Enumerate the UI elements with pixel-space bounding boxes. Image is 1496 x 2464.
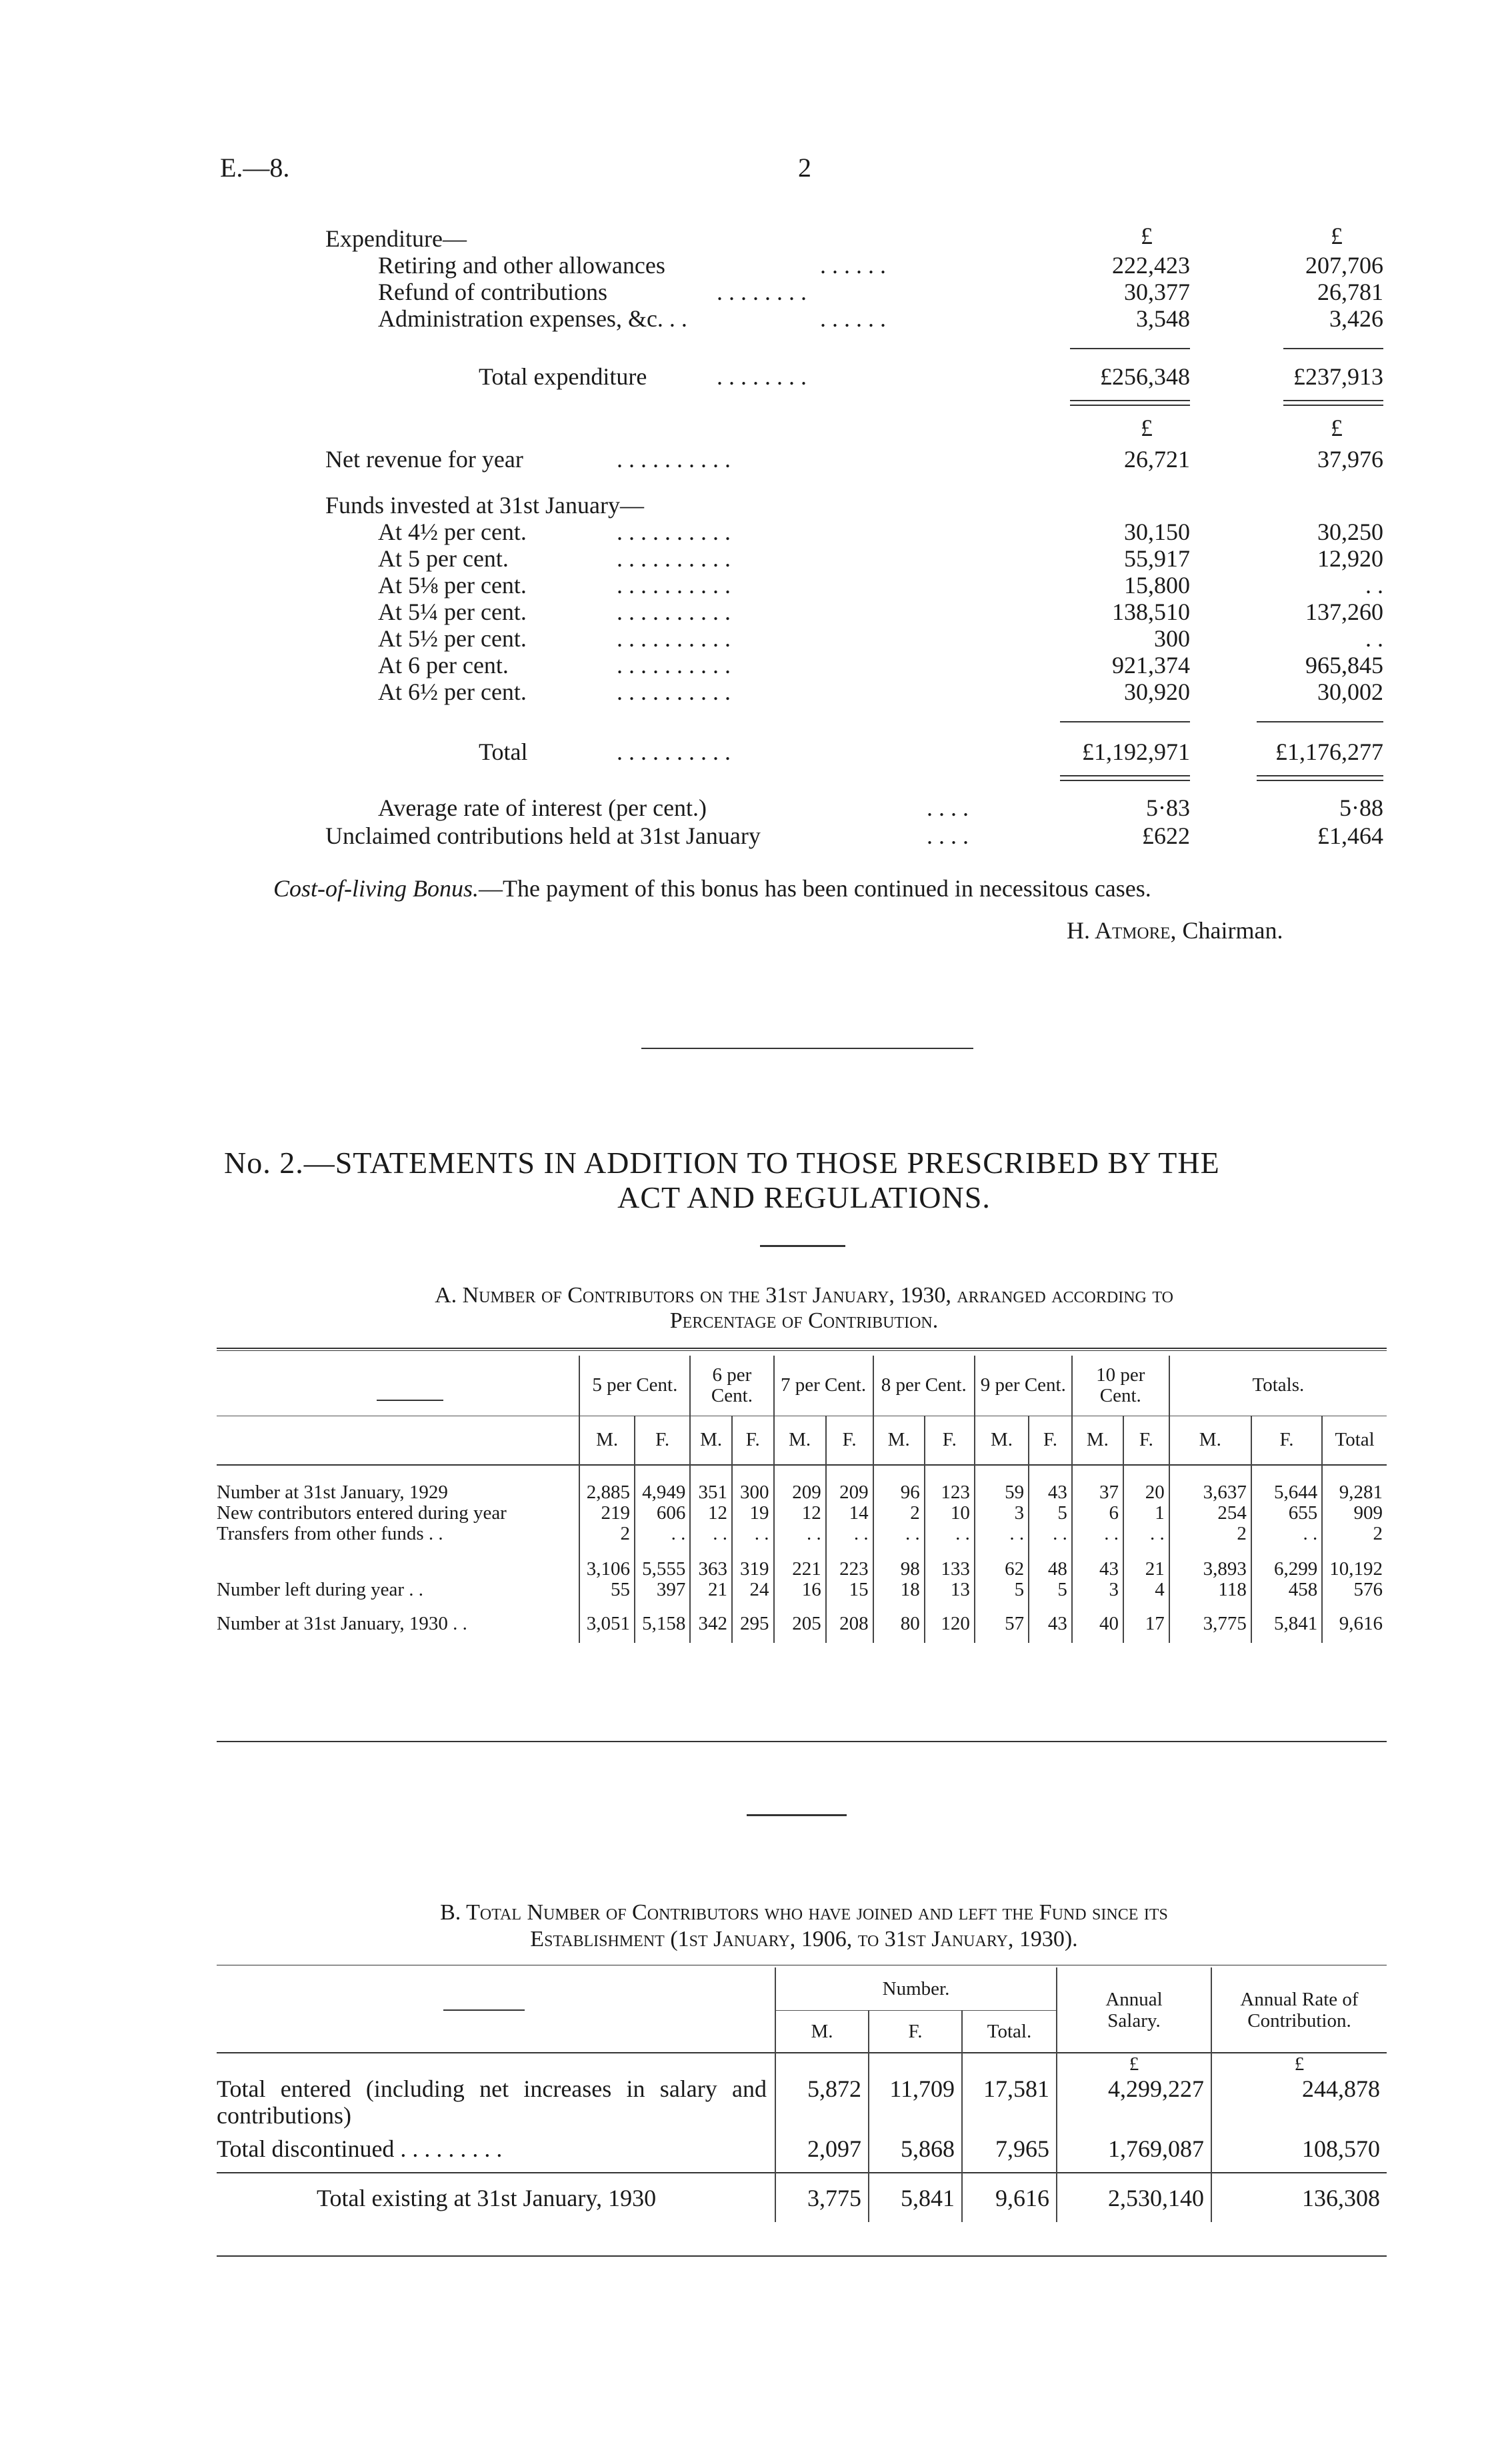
cell: 6 [1072, 1503, 1123, 1524]
cell: 5,841 [1251, 1614, 1322, 1643]
leader-dots: . . . . . . . . [717, 363, 807, 390]
total-expenditure-label: Total expenditure [479, 363, 647, 390]
cell: 2 [873, 1503, 925, 1524]
row-label: Number at 31st January, 1929 [217, 1482, 448, 1503]
column-header-m: M. [775, 2010, 869, 2053]
signatory-role: Chairman. [1182, 917, 1283, 944]
cell: 3 [1072, 1580, 1123, 1600]
fund-value-1929: . . [1365, 572, 1383, 599]
cell: 3,637 [1169, 1482, 1251, 1503]
cell: 9,616 [962, 2173, 1057, 2222]
row-label: Total discontinued . . . . . . . . . [217, 2135, 503, 2162]
table-row [217, 2173, 1387, 2222]
cell: 2,530,140 [1057, 2173, 1211, 2222]
column-header: M. [975, 1416, 1029, 1465]
section-heading-line2: ACT AND REGULATIONS. [617, 1180, 991, 1214]
table-row [217, 2075, 1387, 2129]
table-row [217, 1559, 1387, 1580]
cell: 59 [975, 1482, 1029, 1503]
cell: 4,949 [635, 1482, 690, 1503]
cell: 319 [732, 1559, 774, 1580]
cell: 13 [925, 1580, 975, 1600]
unclaimed-1930: £622 [1142, 822, 1190, 849]
interest-1929: 5·88 [1339, 794, 1383, 821]
signatory-name: H. Atmore, [1067, 917, 1177, 944]
row-label: Total existing at 31st January, 1930 [317, 2184, 657, 2211]
column-header: F. [826, 1416, 873, 1465]
cell: 43 [1029, 1614, 1072, 1643]
cell: 295 [732, 1614, 774, 1643]
table-row [217, 1524, 1387, 1544]
cell: 96 [873, 1482, 925, 1503]
cell: . . [690, 1524, 732, 1544]
cell: 17,581 [962, 2075, 1057, 2129]
cell: . . [1072, 1524, 1123, 1544]
cell: 223 [826, 1559, 873, 1580]
table-a-title-line2: Percentage of Contribution. [669, 1308, 939, 1333]
cell: . . [826, 1524, 873, 1544]
cell: 2,097 [775, 2135, 869, 2173]
cell: 40 [1072, 1614, 1123, 1643]
cell: 62 [975, 1559, 1029, 1580]
cell: 3,106 [579, 1559, 635, 1580]
column-header: M. [690, 1416, 732, 1465]
cell: 123 [925, 1482, 975, 1503]
cell: 98 [873, 1559, 925, 1580]
double-rule [1283, 400, 1383, 406]
cell: 19 [732, 1503, 774, 1524]
row-label: Total entered (including net increases in salary and contributions) [217, 2075, 767, 2129]
table-b-title-line1: B. Total Number of Contributors who have joined and left the Fund since its [440, 1900, 1168, 1925]
cell: 221 [774, 1559, 826, 1580]
fund-value-1930: 15,800 [1124, 572, 1190, 599]
number-header: Number. [775, 1967, 1057, 2010]
cell: . . [635, 1524, 690, 1544]
row-label: New contributors entered during year [217, 1502, 507, 1524]
column-header: F. [1251, 1416, 1322, 1465]
cell: 5 [1029, 1580, 1072, 1600]
table-row [217, 1614, 1387, 1643]
leader-dots: . . . . . . . . . . [617, 599, 731, 625]
bonus-paragraph [273, 875, 1151, 902]
cell: 2 [1322, 1524, 1387, 1544]
cell: 3,051 [579, 1614, 635, 1643]
table-row [217, 1580, 1387, 1600]
expenditure-value-1929: 207,706 [1305, 252, 1383, 279]
cell: . . [975, 1524, 1029, 1544]
cell: 7,965 [962, 2135, 1057, 2173]
cell: 24 [732, 1580, 774, 1600]
cell: 14 [826, 1503, 873, 1524]
fund-value-1930: 138,510 [1112, 599, 1190, 625]
expenditure-value-1930: 222,423 [1112, 252, 1190, 279]
fund-value-1930: 55,917 [1124, 545, 1190, 572]
funds-total-1929: £1,176,277 [1275, 738, 1383, 765]
fund-value-1930: 30,920 [1124, 678, 1190, 705]
cell: 342 [690, 1614, 732, 1643]
fund-rate-label: At 5¼ per cent. [378, 599, 527, 625]
column-group-header: Totals. [1169, 1356, 1387, 1416]
cell: 9,616 [1322, 1614, 1387, 1643]
currency-symbol: £ [1211, 2053, 1387, 2075]
funds-heading: Funds invested at 31st January— [325, 492, 644, 519]
cell: 5,872 [775, 2075, 869, 2129]
cell: 15 [826, 1580, 873, 1600]
currency-symbol: £ [1141, 223, 1153, 249]
funds-total-label: Total [479, 738, 528, 765]
cell: 43 [1072, 1559, 1123, 1580]
fund-rate-label: At 5⅛ per cent. [378, 572, 527, 599]
section-heading-line1: No. 2.—STATEMENTS IN ADDITION TO THOSE PRESCRIBED BY THE [224, 1146, 1220, 1180]
net-revenue-1930: 26,721 [1124, 446, 1190, 473]
fund-value-1930: 921,374 [1112, 652, 1190, 678]
leader-dots: . . . . . . [820, 252, 886, 279]
expenditure-item-label: Refund of contributions [378, 279, 607, 305]
cell: 80 [873, 1614, 925, 1643]
document-reference: E.—8. [220, 153, 290, 183]
cell: 1 [1123, 1503, 1169, 1524]
net-revenue-1929: 37,976 [1317, 446, 1383, 473]
cell: 3,893 [1169, 1559, 1251, 1580]
net-revenue-label: Net revenue for year [325, 446, 523, 473]
leader-dots: . . . . . . . . [717, 279, 807, 305]
fund-value-1929: 30,002 [1317, 678, 1383, 705]
row-label: Transfers from other funds . . [217, 1523, 443, 1544]
cell: 11,709 [869, 2075, 962, 2129]
total-expenditure-1929: £237,913 [1293, 363, 1383, 390]
table-row [217, 2135, 1387, 2173]
cell: 576 [1322, 1580, 1387, 1600]
cell: 118 [1169, 1580, 1251, 1600]
expenditure-value-1930: 3,548 [1136, 305, 1190, 332]
cell: 5,841 [869, 2173, 962, 2222]
cell: 37 [1072, 1482, 1123, 1503]
cell: 108,570 [1211, 2135, 1387, 2173]
short-divider [760, 1245, 845, 1247]
cell: 205 [774, 1614, 826, 1643]
currency-symbol: £ [1141, 415, 1153, 441]
bonus-text: —The payment of this bonus has been continued in necessitous cases. [479, 875, 1151, 902]
row-label: Number left during year . . [217, 1579, 424, 1600]
cell: 351 [690, 1482, 732, 1503]
leader-dots: . . . . [927, 822, 969, 849]
funds-total-1930: £1,192,971 [1082, 738, 1190, 765]
unclaimed-1929: £1,464 [1317, 822, 1383, 849]
column-group-header: 10 per Cent. [1072, 1356, 1169, 1416]
column-header: F. [732, 1416, 774, 1465]
page-number: 2 [798, 153, 811, 183]
double-rule [1060, 775, 1190, 781]
cell: 3 [975, 1503, 1029, 1524]
column-header: M. [774, 1416, 826, 1465]
cell: 5,555 [635, 1559, 690, 1580]
table-row [217, 1503, 1387, 1524]
cell: 3,775 [775, 2173, 869, 2222]
cell: 2,885 [579, 1482, 635, 1503]
rule [1060, 721, 1190, 722]
cell: 9,281 [1322, 1482, 1387, 1503]
table-a-grid [217, 1356, 1387, 1643]
cell: 16 [774, 1580, 826, 1600]
cell: 655 [1251, 1503, 1322, 1524]
stub-header [217, 1356, 579, 1416]
cell: . . [925, 1524, 975, 1544]
leader-dots: . . . . . . [820, 305, 886, 332]
column-group-header: 5 per Cent. [579, 1356, 690, 1416]
double-rule [1257, 775, 1383, 781]
cell: 6,299 [1251, 1559, 1322, 1580]
fund-rate-label: At 6 per cent. [378, 652, 509, 678]
cell: . . [1123, 1524, 1169, 1544]
cell: 5,868 [869, 2135, 962, 2173]
fund-rate-label: At 5½ per cent. [378, 625, 527, 652]
expenditure-heading: Expenditure— [325, 225, 467, 252]
signature [1067, 917, 1283, 944]
expenditure-value-1930: 30,377 [1124, 279, 1190, 305]
cell: 219 [579, 1503, 635, 1524]
fund-value-1929: 965,845 [1305, 652, 1383, 678]
fund-rate-label: At 6½ per cent. [378, 678, 527, 705]
interest-label: Average rate of interest (per cent.) [378, 794, 707, 821]
row-label: Number at 31st January, 1930 . . [217, 1613, 467, 1634]
cell: . . [774, 1524, 826, 1544]
cell: 20 [1123, 1482, 1169, 1503]
leader-dots: . . . . . . . . . . [617, 572, 731, 599]
cell: 909 [1322, 1503, 1387, 1524]
fund-value-1930: 30,150 [1124, 519, 1190, 545]
cell: 1,769,087 [1057, 2135, 1211, 2173]
cell: 244,878 [1211, 2075, 1387, 2129]
cell: 12 [690, 1503, 732, 1524]
column-header: F. [1029, 1416, 1072, 1465]
cell: 48 [1029, 1559, 1072, 1580]
column-header: M. [579, 1416, 635, 1465]
short-divider [747, 1814, 847, 1816]
cell: 209 [774, 1482, 826, 1503]
leader-dots: . . . . . . . . . . [617, 519, 731, 545]
table-b-grid [217, 1967, 1387, 2222]
double-rule [1070, 400, 1190, 406]
leader-dots: . . . . . . . . . . [617, 652, 731, 678]
column-header-total: Total. [962, 2010, 1057, 2053]
cell: 5,158 [635, 1614, 690, 1643]
expenditure-value-1929: 26,781 [1317, 279, 1383, 305]
cell: 5 [1029, 1503, 1072, 1524]
cell: 12 [774, 1503, 826, 1524]
fund-value-1930: 300 [1154, 625, 1190, 652]
cell: 2 [579, 1524, 635, 1544]
cell: 2 [1169, 1524, 1251, 1544]
leader-dots: . . . . [927, 794, 969, 821]
table-b-title-line2: Establishment (1st January, 1906, to 31st January, 1930). [530, 1927, 1078, 1951]
cell: 209 [826, 1482, 873, 1503]
cell: 208 [826, 1614, 873, 1643]
column-header: Total [1322, 1416, 1387, 1465]
column-group-header: 9 per Cent. [975, 1356, 1072, 1416]
cell: . . [1251, 1524, 1322, 1544]
fund-value-1929: 30,250 [1317, 519, 1383, 545]
total-expenditure-1930: £256,348 [1100, 363, 1190, 390]
currency-symbol: £ [1331, 223, 1343, 249]
cell: 3,775 [1169, 1614, 1251, 1643]
table-a-title-line1: A. Number of Contributors on the 31st January, 1930, arranged according to [435, 1283, 1173, 1308]
fund-value-1929: 137,260 [1305, 599, 1383, 625]
leader-dots: . . . . . . . . . . [617, 446, 731, 473]
unclaimed-label: Unclaimed contributions held at 31st January [325, 822, 761, 849]
currency-symbol: £ [1331, 415, 1343, 441]
leader-dots: . . . . . . . . . . [617, 738, 731, 765]
cell: 18 [873, 1580, 925, 1600]
column-header-f: F. [869, 2010, 962, 2053]
row-label [217, 1559, 579, 1580]
expenditure-item-label: Retiring and other allowances [378, 252, 665, 279]
rule [1257, 721, 1383, 722]
cell: 4 [1123, 1580, 1169, 1600]
cell: . . [873, 1524, 925, 1544]
leader-dots: . . . . . . . . . . [617, 625, 731, 652]
expenditure-value-1929: 3,426 [1329, 305, 1383, 332]
column-header: M. [1072, 1416, 1123, 1465]
cell: 10,192 [1322, 1559, 1387, 1580]
interest-1930: 5·83 [1146, 794, 1190, 821]
cell: 43 [1029, 1482, 1072, 1503]
cell: 5,644 [1251, 1482, 1322, 1503]
cell: 458 [1251, 1580, 1322, 1600]
leader-dots: . . . . . . . . . . [617, 545, 731, 572]
column-header: F. [925, 1416, 975, 1465]
rate-header: Annual Rate of Contribution. [1211, 1967, 1387, 2053]
fund-rate-label: At 4½ per cent. [378, 519, 527, 545]
bonus-title: Cost-of-living Bonus. [273, 875, 479, 902]
rule [1283, 348, 1383, 349]
cell: 136,308 [1211, 2173, 1387, 2222]
leader-dots: . . . . . . . . . . [617, 678, 731, 705]
column-header: M. [873, 1416, 925, 1465]
salary-header: Annual Salary. [1057, 1967, 1211, 2053]
cell: 397 [635, 1580, 690, 1600]
rule [1070, 348, 1190, 349]
cell: 10 [925, 1503, 975, 1524]
column-header: M. [1169, 1416, 1251, 1465]
cell: 300 [732, 1482, 774, 1503]
column-group-header: 6 per Cent. [690, 1356, 773, 1416]
cell: . . [1029, 1524, 1072, 1544]
table-row [217, 1482, 1387, 1503]
column-group-header: 7 per Cent. [774, 1356, 873, 1416]
currency-symbol: £ [1057, 2053, 1211, 2075]
cell: 363 [690, 1559, 732, 1580]
cell: 55 [579, 1580, 635, 1600]
column-group-header: 8 per Cent. [873, 1356, 975, 1416]
section-divider [641, 1048, 973, 1049]
column-header: F. [1123, 1416, 1169, 1465]
cell: 133 [925, 1559, 975, 1580]
fund-rate-label: At 5 per cent. [378, 545, 509, 572]
fund-value-1929: . . [1365, 625, 1383, 652]
cell: 5 [975, 1580, 1029, 1600]
cell: 120 [925, 1614, 975, 1643]
cell: 17 [1123, 1614, 1169, 1643]
cell: 254 [1169, 1503, 1251, 1524]
cell: 21 [1123, 1559, 1169, 1580]
cell: . . [732, 1524, 774, 1544]
cell: 606 [635, 1503, 690, 1524]
expenditure-item-label: Administration expenses, &c. . . [378, 305, 687, 332]
fund-value-1929: 12,920 [1317, 545, 1383, 572]
cell: 57 [975, 1614, 1029, 1643]
cell: 21 [690, 1580, 732, 1600]
column-header: F. [635, 1416, 690, 1465]
cell: 4,299,227 [1057, 2075, 1211, 2129]
